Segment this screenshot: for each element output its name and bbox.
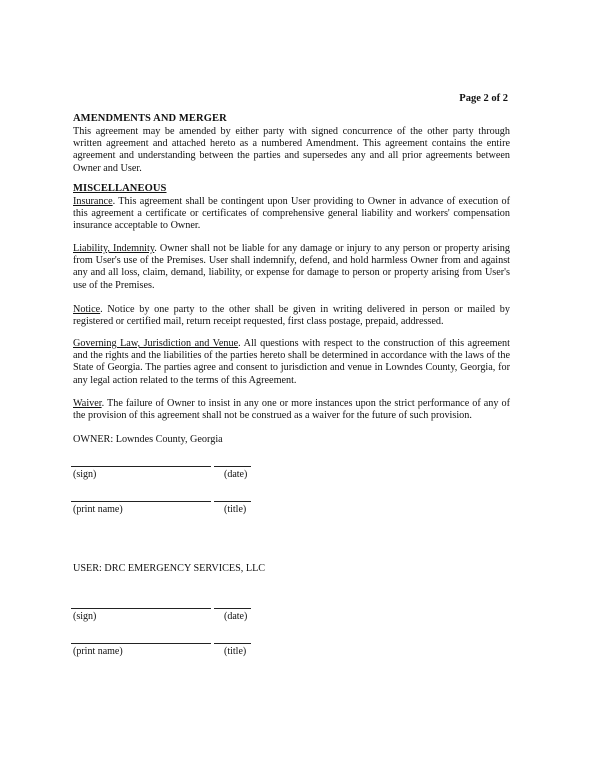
- user-sign-line[interactable]: [71, 608, 211, 609]
- user-print-label: (print name): [73, 646, 123, 657]
- amendments-paragraph: This agreement may be amended by either party with signed concurrence of the other party through written agreement and attached hereto as a numbered Amendment. This agreement contains the entire agreement and understanding between the parties and supersedes any and all prior agreements between Owner and User.: [73, 126, 510, 174]
- user-title-label: (title): [224, 646, 247, 657]
- waiver-text: . The failure of Owner to insist in any one or more instances upon the strict performance of any of the provision of this agreement shall not be construed as a waiver for the future of such provision.: [73, 398, 510, 422]
- owner-sign-label: (sign): [73, 469, 97, 480]
- governing-law-lead: Governing Law, Jurisdiction and Venue: [73, 338, 239, 349]
- user-print-line[interactable]: [71, 643, 211, 644]
- liability-lead: Liability, Indemnity: [73, 243, 155, 254]
- waiver-paragraph: [73, 398, 510, 422]
- user-label: USER: DRC EMERGENCY SERVICES, LLC: [73, 563, 266, 574]
- amendments-heading: AMENDMENTS AND MERGER: [73, 113, 227, 124]
- owner-print-line[interactable]: [71, 501, 211, 502]
- notice-lead: Notice: [73, 304, 101, 315]
- notice-paragraph: [73, 304, 510, 328]
- user-sign-label: (sign): [73, 611, 97, 622]
- owner-date-line[interactable]: [214, 466, 251, 467]
- insurance-paragraph: [73, 196, 510, 233]
- owner-label: OWNER: Lowndes County, Georgia: [73, 434, 223, 445]
- insurance-lead: Insurance: [73, 196, 113, 207]
- insurance-text: . This agreement shall be contingent upon User providing to Owner in advance of execution of this agreement a certificate or certificates of comprehensive general liability and workers' compensation insurance acceptable to Owner.: [73, 196, 510, 232]
- user-date-label: (date): [224, 611, 248, 622]
- owner-print-label: (print name): [73, 504, 123, 515]
- governing-law-paragraph: [73, 338, 510, 387]
- user-title-line[interactable]: [214, 643, 251, 644]
- miscellaneous-heading: MISCELLANEOUS: [73, 183, 167, 194]
- governing-law-text: . All questions with respect to the construction of this agreement and the rights and the liabilities of the parties hereto shall be determined in accordance with the laws of the State of Georgia. The parties agree and consent to jurisdiction and venue in Lowndes County, Georgia, for any legal action related to the terms of this Agreement.: [73, 338, 510, 386]
- page-number: Page 2 of 2: [459, 93, 508, 104]
- user-date-line[interactable]: [214, 608, 251, 609]
- liability-text: . Owner shall not be liable for any damage or injury to any person or property arising from User's use of the Premises. User shall indemnify, defend, and hold harmless Owner from and against any and all loss, claim, demand, liability, or expense for damage to person or property arising from User's use of the Premises.: [73, 243, 510, 291]
- waiver-lead: Waiver: [73, 398, 102, 409]
- owner-title-line[interactable]: [214, 501, 251, 502]
- owner-title-label: (title): [224, 504, 247, 515]
- owner-date-label: (date): [224, 469, 248, 480]
- notice-text: . Notice by one party to the other shall be given in writing delivered in person or mailed by registered or certified mail, return receipt requested, first class postage, prepaid, addressed.: [73, 304, 510, 328]
- liability-paragraph: [73, 243, 510, 292]
- owner-sign-line[interactable]: [71, 466, 211, 467]
